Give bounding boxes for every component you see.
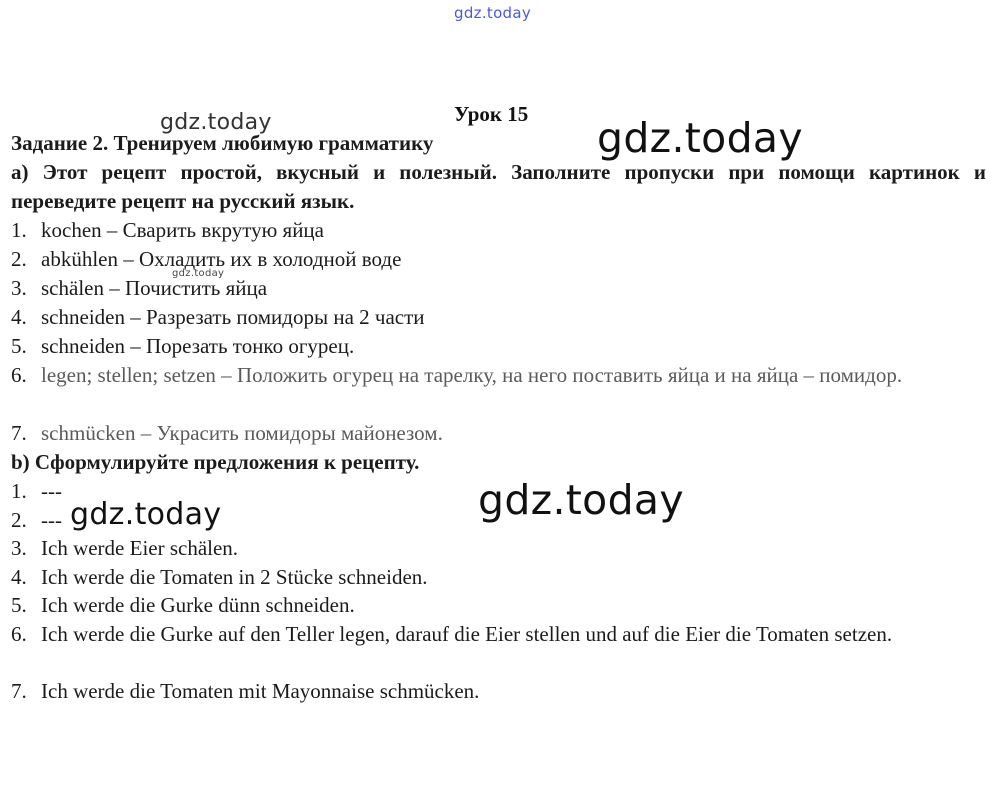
item-text: Ich werde die Gurke auf den Teller legen, darauf die Eier stellen und auf die Eier die Tomaten setzen. bbox=[41, 622, 893, 646]
item-text: schälen – Почистить яйца bbox=[41, 276, 268, 300]
list-item bbox=[11, 563, 428, 592]
list-item bbox=[11, 303, 425, 332]
task-heading: Задание 2. Тренируем любимую грамматику bbox=[11, 131, 434, 155]
list-item bbox=[11, 677, 479, 706]
item-number: 2. bbox=[11, 508, 27, 532]
item-number: 6. bbox=[11, 622, 27, 646]
list-item bbox=[11, 620, 986, 649]
item-text: Ich werde die Tomaten in 2 Stücke schneiden. bbox=[41, 565, 428, 589]
list-item bbox=[11, 332, 354, 361]
list-item bbox=[11, 591, 355, 620]
item-number: 7. bbox=[11, 679, 27, 703]
list-item bbox=[11, 274, 267, 303]
item-text: kochen – Сварить вкрутую яйца bbox=[41, 218, 324, 242]
list-item bbox=[11, 506, 62, 535]
item-number: 4. bbox=[11, 565, 27, 589]
item-number: 7. bbox=[11, 421, 27, 445]
item-number: 1. bbox=[11, 479, 27, 503]
part-a-instruction: а) Этот рецепт простой, вкусный и полезный. Заполните пропуски при помощи картинок и переведите рецепт на русский язык. bbox=[11, 160, 986, 213]
watermark-top: gdz.today bbox=[454, 4, 532, 22]
part-b-instruction: b) Сформулируйте предложения к рецепту. bbox=[11, 450, 420, 474]
item-text: schmücken – Украсить помидоры майонезом. bbox=[41, 421, 443, 445]
list-item bbox=[11, 477, 62, 506]
item-text: schneiden – Порезать тонко огурец. bbox=[41, 334, 355, 358]
watermark: gdz.today bbox=[597, 114, 803, 162]
item-text: Ich werde Eier schälen. bbox=[41, 536, 239, 560]
item-text: schneiden – Разрезать помидоры на 2 части bbox=[41, 305, 425, 329]
watermark: gdz.today bbox=[172, 268, 225, 279]
item-text: abkühlen – Охладить их в холодной воде bbox=[41, 247, 402, 271]
watermark: gdz.today bbox=[70, 497, 222, 532]
item-number: 3. bbox=[11, 536, 27, 560]
item-text: --- bbox=[41, 508, 62, 532]
list-item bbox=[11, 245, 401, 274]
list-item bbox=[11, 419, 443, 448]
list-item bbox=[11, 361, 986, 390]
item-number: 5. bbox=[11, 334, 27, 358]
list-item bbox=[11, 216, 324, 245]
item-number: 3. bbox=[11, 276, 27, 300]
item-text: --- bbox=[41, 479, 62, 503]
item-number: 6. bbox=[11, 363, 27, 387]
watermark: gdz.today bbox=[478, 476, 684, 524]
item-number: 1. bbox=[11, 218, 27, 242]
item-number: 2. bbox=[11, 247, 27, 271]
watermark: gdz.today bbox=[160, 110, 272, 135]
lesson-title: Урок 15 bbox=[454, 102, 529, 126]
item-text: Ich werde die Tomaten mit Mayonnaise schmücken. bbox=[41, 679, 480, 703]
item-number: 5. bbox=[11, 593, 27, 617]
item-text: Ich werde die Gurke dünn schneiden. bbox=[41, 593, 355, 617]
item-text: legen; stellen; setzen – Положить огурец на тарелку, на него поставить яйца и на яйца – помидор. bbox=[41, 363, 903, 387]
list-item bbox=[11, 534, 238, 563]
item-number: 4. bbox=[11, 305, 27, 329]
